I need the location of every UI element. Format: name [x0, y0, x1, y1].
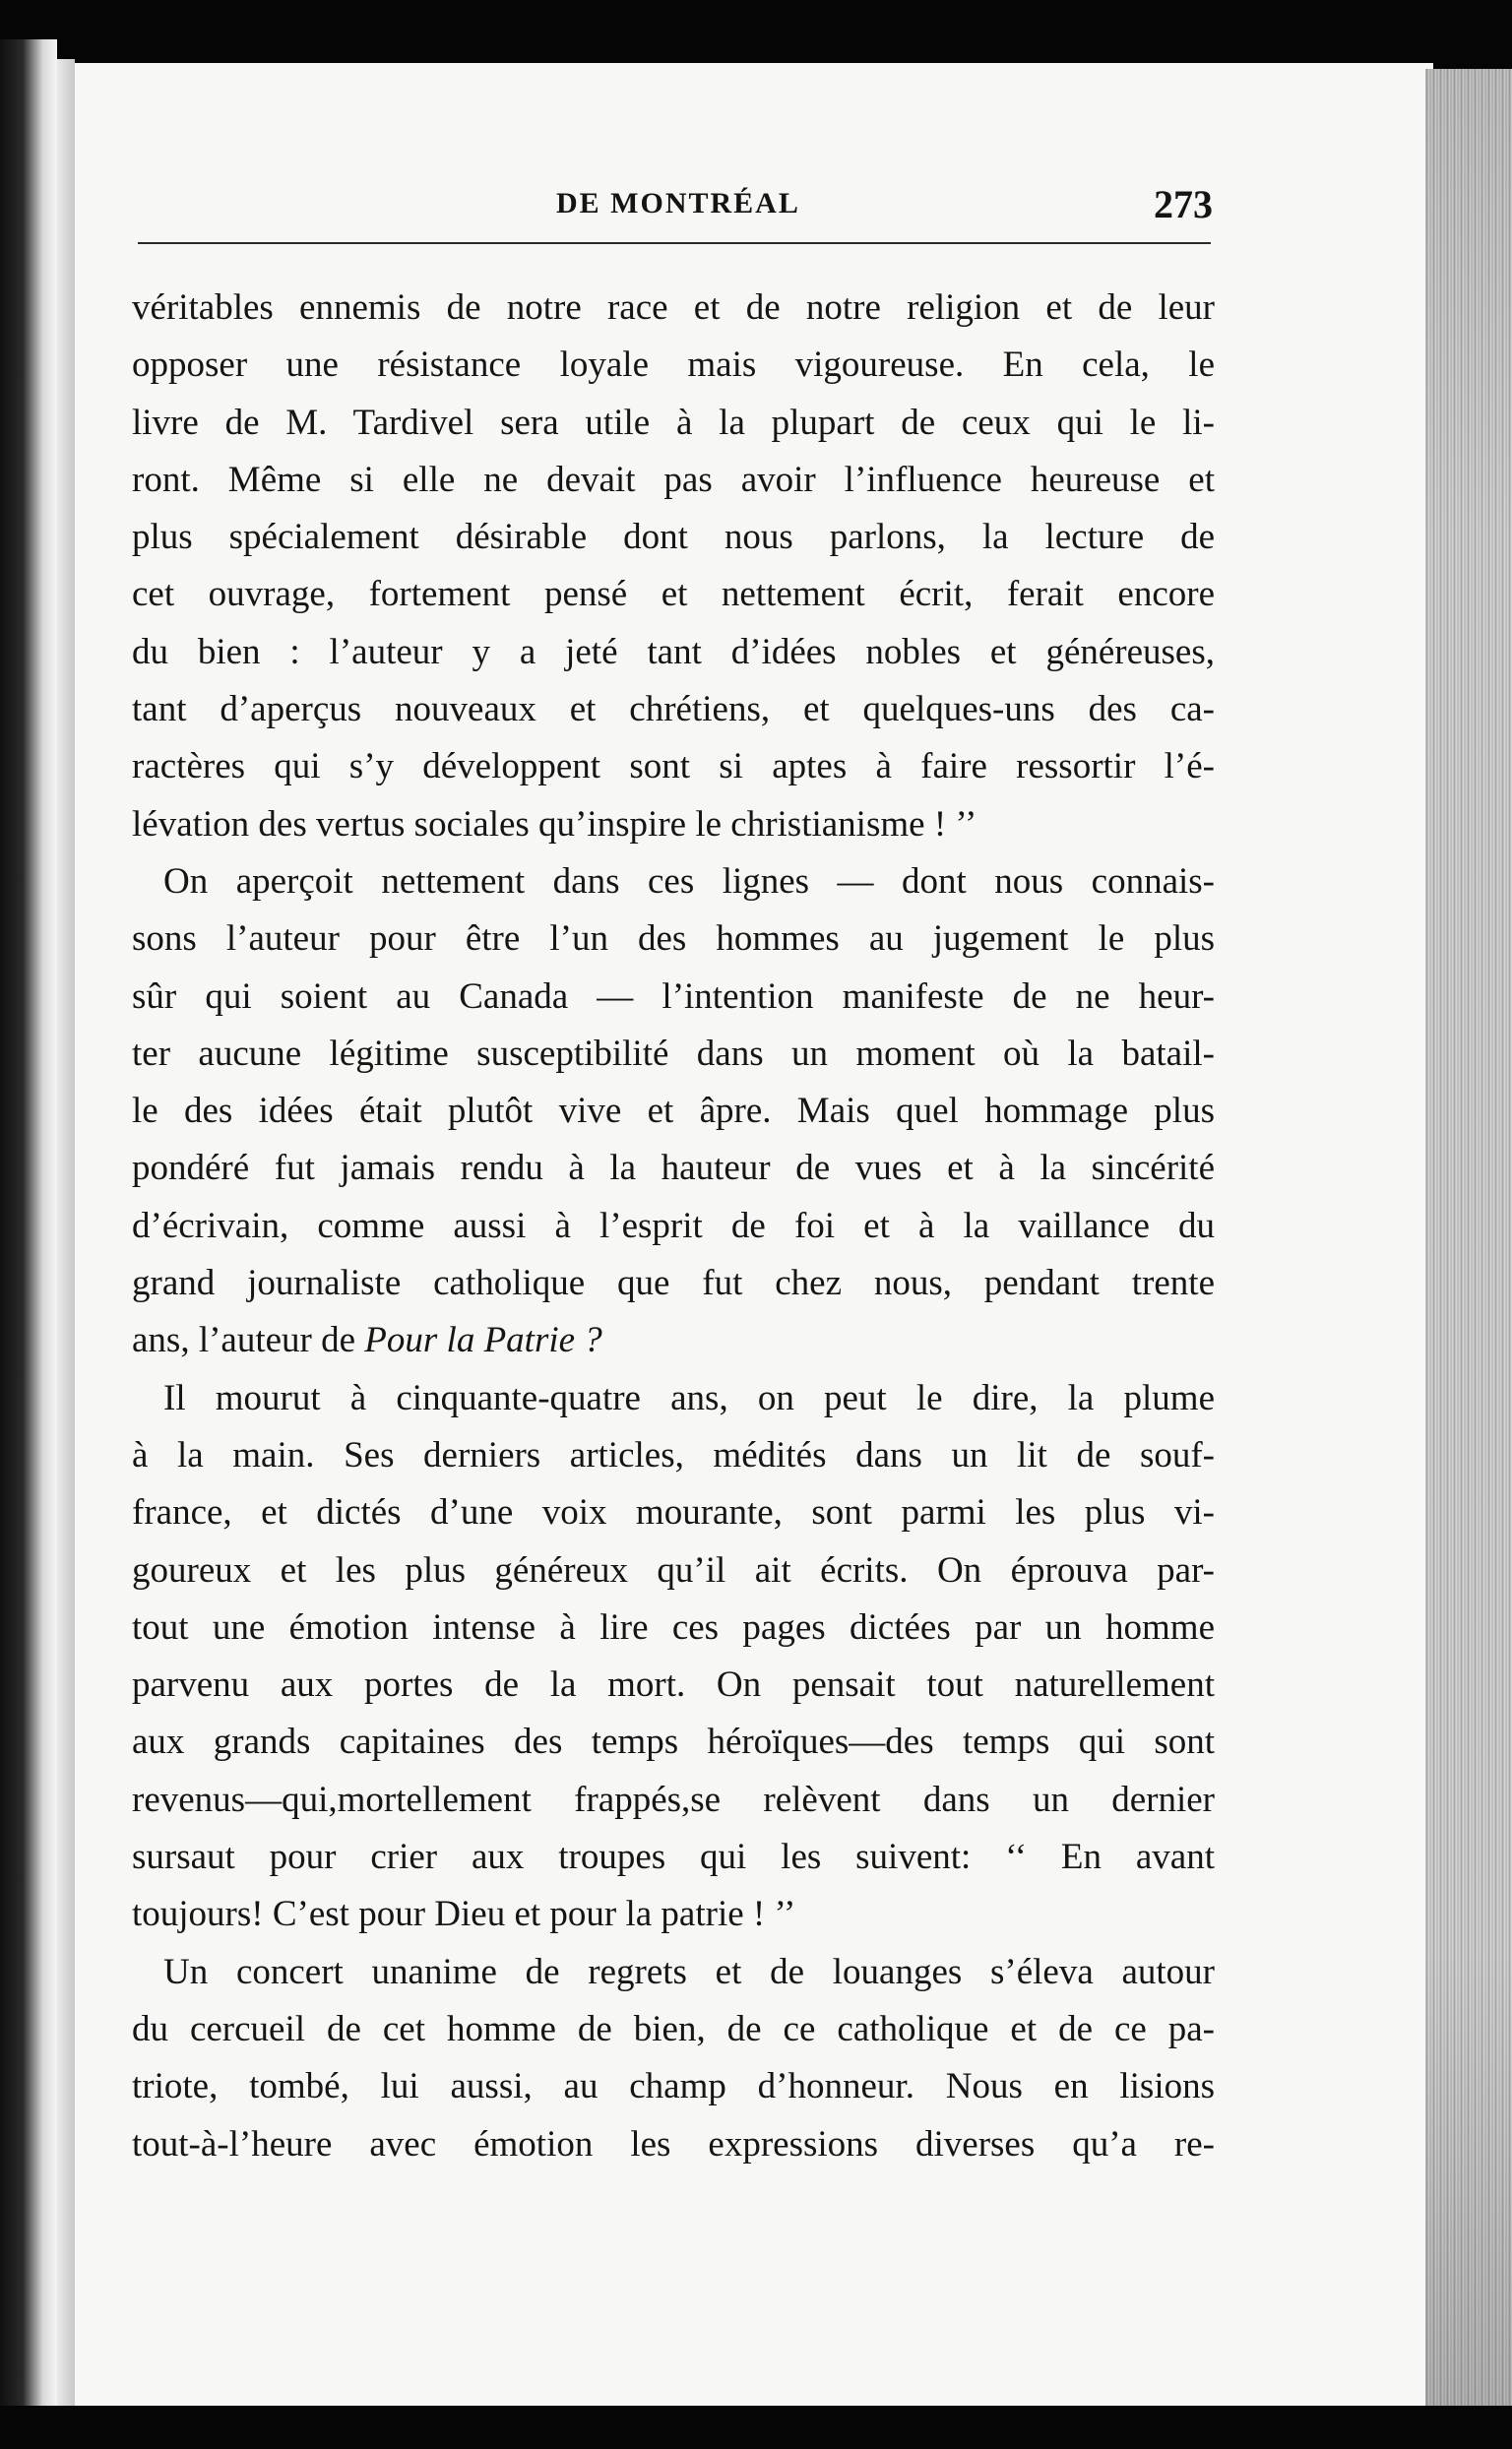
text-line: france, et dictés d’une voix mourante, sont parmi les plus vi- — [132, 1492, 1215, 1534]
text-line: On aperçoit nettement dans ces lignes — dont nous connais- — [163, 860, 1215, 902]
text-line: du bien : l’auteur y a jeté tant d’idées nobles et généreuses, — [132, 631, 1215, 672]
text-line: sûr qui soient au Canada — l’intention manifeste de ne heur- — [132, 975, 1215, 1017]
left-page-edge — [0, 39, 57, 2412]
text-line: le des idées était plutôt vive et âpre. Mais quel hommage plus — [132, 1091, 1215, 1132]
text-line: plus spécialement désirable dont nous parlons, la lecture de — [132, 517, 1215, 558]
text-line: Il mourut à cinquante-quatre ans, on peut le dire, la plume — [163, 1377, 1215, 1418]
text-line: d’écrivain, comme aussi à l’esprit de foi et à la vaillance du — [132, 1205, 1215, 1246]
text-line: sons l’auteur pour être l’un des hommes au jugement le plus — [132, 918, 1215, 960]
text-line: opposer une résistance loyale mais vigoureuse. En cela, le — [132, 345, 1215, 386]
text-line: tout une émotion intense à lire ces pages dictées par un homme — [132, 1606, 1215, 1648]
text-line: pondéré fut jamais rendu à la hauteur de vues et à la sincérité — [132, 1148, 1215, 1189]
text-line: ront. Même si elle ne devait pas avoir l’influence heureuse et — [132, 459, 1215, 500]
left-gutter — [57, 59, 75, 2412]
running-head: DE MONTRÉAL — [556, 187, 800, 220]
text-line: du cercueil de cet homme de bien, de ce catholique et de ce pa- — [132, 2008, 1215, 2049]
text-line: lévation des vertus sociales qu’inspire le christianisme ! ’’ — [132, 803, 977, 845]
body-text — [132, 280, 1215, 2173]
text-line: ter aucune légitime susceptibilité dans un moment où la batail- — [132, 1033, 1215, 1074]
text-line: ractères qui s’y développent sont si aptes à faire ressortir l’é- — [132, 746, 1215, 787]
text-line: livre de M. Tardivel sera utile à la plupart de ceux qui le li- — [132, 402, 1215, 443]
text-line: à la main. Ses derniers articles, médités dans un lit de souf- — [132, 1434, 1215, 1476]
text-line: parvenu aux portes de la mort. On pensait tout naturellement — [132, 1664, 1215, 1706]
text-line: goureux et les plus généreux qu’il ait écrits. On éprouva par- — [132, 1549, 1215, 1591]
text-line: aux grands capitaines des temps héroïques—des temps qui sont — [132, 1722, 1215, 1763]
bottom-dark-margin — [0, 2406, 1512, 2449]
text-line: cet ouvrage, fortement pensé et nettement écrit, ferait encore — [132, 574, 1215, 615]
header-rule — [138, 242, 1211, 244]
right-page-edges-shadow — [1425, 69, 1512, 2421]
page-number: 273 — [1154, 182, 1213, 226]
text-line: grand journaliste catholique que fut chez nous, pendant trente — [132, 1263, 1215, 1304]
text-line: triote, tombé, lui aussi, au champ d’honneur. Nous en lisions — [132, 2066, 1215, 2107]
text-line: tant d’aperçus nouveaux et chrétiens, et quelques-uns des ca- — [132, 689, 1215, 730]
text-line: véritables ennemis de notre race et de notre religion et de leur — [132, 287, 1215, 328]
text-line: tout-à-l’heure avec émotion les expressions diverses qu’a re- — [132, 2123, 1215, 2165]
text-line — [132, 1312, 1215, 1369]
text-line: revenus—qui,mortellement frappés,se relèvent dans un dernier — [132, 1779, 1215, 1820]
text-line: Un concert unanime de regrets et de louanges s’éleva autour — [163, 1951, 1215, 1992]
text-line: toujours! C’est pour Dieu et pour la patrie ! ’’ — [132, 1894, 796, 1935]
book-title: Pour la Patrie ? — [364, 1320, 602, 1361]
text-line: sursaut pour crier aux troupes qui les suivent: ‘‘ En avant — [132, 1837, 1215, 1878]
text-line-start: ans, l’auteur de — [132, 1320, 365, 1361]
